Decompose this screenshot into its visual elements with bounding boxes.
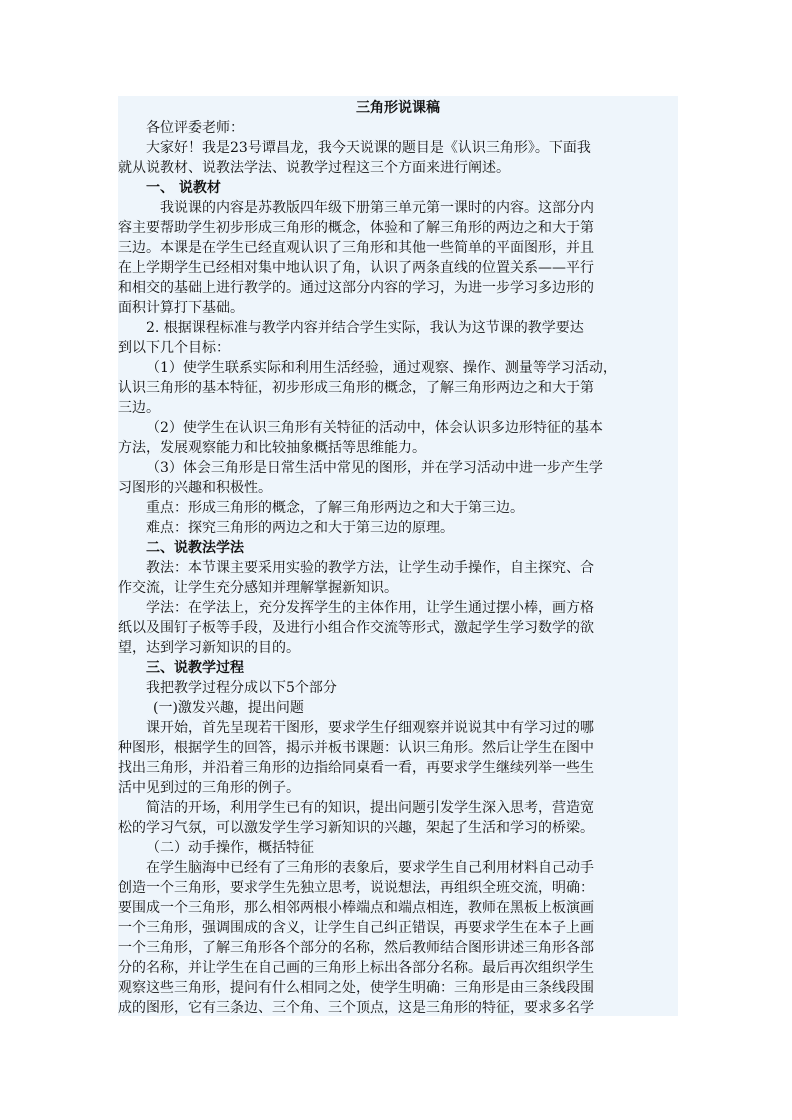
text-line: 容主要帮助学生初步形成三角形的概念，体验和了解三角形的两边之和大于第 xyxy=(118,220,594,236)
text-line: 习图形的兴趣和积极性。 xyxy=(118,480,272,496)
text-line: 种图形，根据学生的回答，揭示并板书课题：认识三角形。然后让学生在图中 xyxy=(118,740,594,756)
text-line: 观察这些三角形，提问有什么相同之处，使学生明确：三角形是由三条线段围 xyxy=(118,980,594,996)
text-line: 到以下几个目标： xyxy=(118,340,230,356)
text-line: 就从说教材、说教法学法、说教学过程这三个方面来进行阐述。 xyxy=(118,160,510,176)
text-line: 活中见到过的三角形的例子。 xyxy=(118,780,300,796)
text-line: (一)激发兴趣，提出问题 xyxy=(153,700,304,716)
text-line: 一个三角形，了解三角形各个部分的名称，然后教师结合图形讲述三角形各部 xyxy=(118,940,594,956)
text-line: 各位评委老师： xyxy=(146,120,244,136)
text-line: 学法：在学法上，充分发挥学生的主体作用，让学生通过摆小棒，画方格 xyxy=(146,600,594,616)
text-line: 三边。 xyxy=(118,400,160,416)
text-line: 面积计算打下基础。 xyxy=(118,300,244,316)
text-line: （二）动手操作，概括特征 xyxy=(146,840,314,856)
text-line: 教法：本节课主要采用实验的教学方法，让学生动手操作，自主探究、合 xyxy=(146,560,594,576)
text-line: 课开始，首先呈现若干图形，要求学生仔细观察并说说其中有学习过的哪 xyxy=(146,720,594,736)
text-line: 成的图形，它有三条边、三个角、三个顶点，这是三角形的特征，要求多名学 xyxy=(118,1000,594,1016)
text-line: 和相交的基础上进行教学的。通过这部分内容的学习，为进一步学习多边形的 xyxy=(118,280,594,296)
text-line: 松的学习气氛，可以激发学生学习新知识的兴趣，架起了生活和学习的桥梁。 xyxy=(118,820,594,836)
section-heading: 一、 说教材 xyxy=(146,180,221,196)
text-line: 大家好！我是23号谭昌龙，我今天说课的题目是《认识三角形》。下面我 xyxy=(146,140,591,156)
document-title: 三角形说课稿 xyxy=(356,100,440,116)
text-line: 在上学期学生已经相对集中地认识了角，认识了两条直线的位置关系——平行 xyxy=(118,260,594,276)
text-line: 认识三角形的基本特征，初步形成三角形的概念，了解三角形两边之和大于第 xyxy=(118,380,594,396)
text-line: 三边。本课是在学生已经直观认识了三角形和其他一些简单的平面图形，并且 xyxy=(118,240,594,256)
text-line: 要围成一个三角形，那么相邻两根小棒端点和端点相连，教师在黑板上板演画 xyxy=(118,900,594,916)
text-line: 作交流，让学生充分感知并理解掌握新知识。 xyxy=(118,580,398,596)
text-line: 难点：探究三角形的两边之和大于第三边的原理。 xyxy=(146,520,454,536)
text-line: 方法，发展观察能力和比较抽象概括等思维能力。 xyxy=(118,440,426,456)
section-heading: 三、说教学过程 xyxy=(146,660,244,676)
text-line: （2）使学生在认识三角形有关特征的活动中，体会认识多边形特征的基本 xyxy=(146,420,603,436)
document-body xyxy=(118,96,678,1016)
text-line: 纸以及围钉子板等手段，及进行小组合作交流等形式，激起学生学习数学的欲 xyxy=(118,620,594,636)
text-line: 重点：形成三角形的概念，了解三角形两边之和大于第三边。 xyxy=(146,500,524,516)
text-line: 我把教学过程分成以下5个部分 xyxy=(146,680,337,696)
section-heading: 二、说教法学法 xyxy=(146,540,244,556)
text-line: 分的名称，并让学生在自己画的三角形上标出各部分名称。最后再次组织学生 xyxy=(118,960,594,976)
text-line: 一个三角形，强调围成的含义，让学生自己纠正错误，再要求学生在本子上画 xyxy=(118,920,594,936)
text-line: 找出三角形，并沿着三角形的边指给同桌看一看，再要求学生继续列举一些生 xyxy=(118,760,594,776)
text-line: （1）使学生联系实际和利用生活经验，通过观察、操作、测量等学习活动， xyxy=(146,360,617,376)
text-line: 2. 根据课程标准与教学内容并结合学生实际，我认为这节课的教学要达 xyxy=(146,320,584,336)
text-line: 望，达到学习新知识的目的。 xyxy=(118,640,300,656)
text-line: 创造一个三角形，要求学生先独立思考，说说想法，再组织全班交流，明确： xyxy=(118,880,594,896)
text-line: 我说课的内容是苏教版四年级下册第三单元第一课时的内容。这部分内 xyxy=(160,200,594,216)
text-line: （3）体会三角形是日常生活中常见的图形，并在学习活动中进一步产生学 xyxy=(146,460,603,476)
text-line: 在学生脑海中已经有了三角形的表象后，要求学生自己利用材料自己动手 xyxy=(146,860,594,876)
text-line: 简洁的开场，利用学生已有的知识，提出问题引发学生深入思考，营造宽 xyxy=(146,800,594,816)
